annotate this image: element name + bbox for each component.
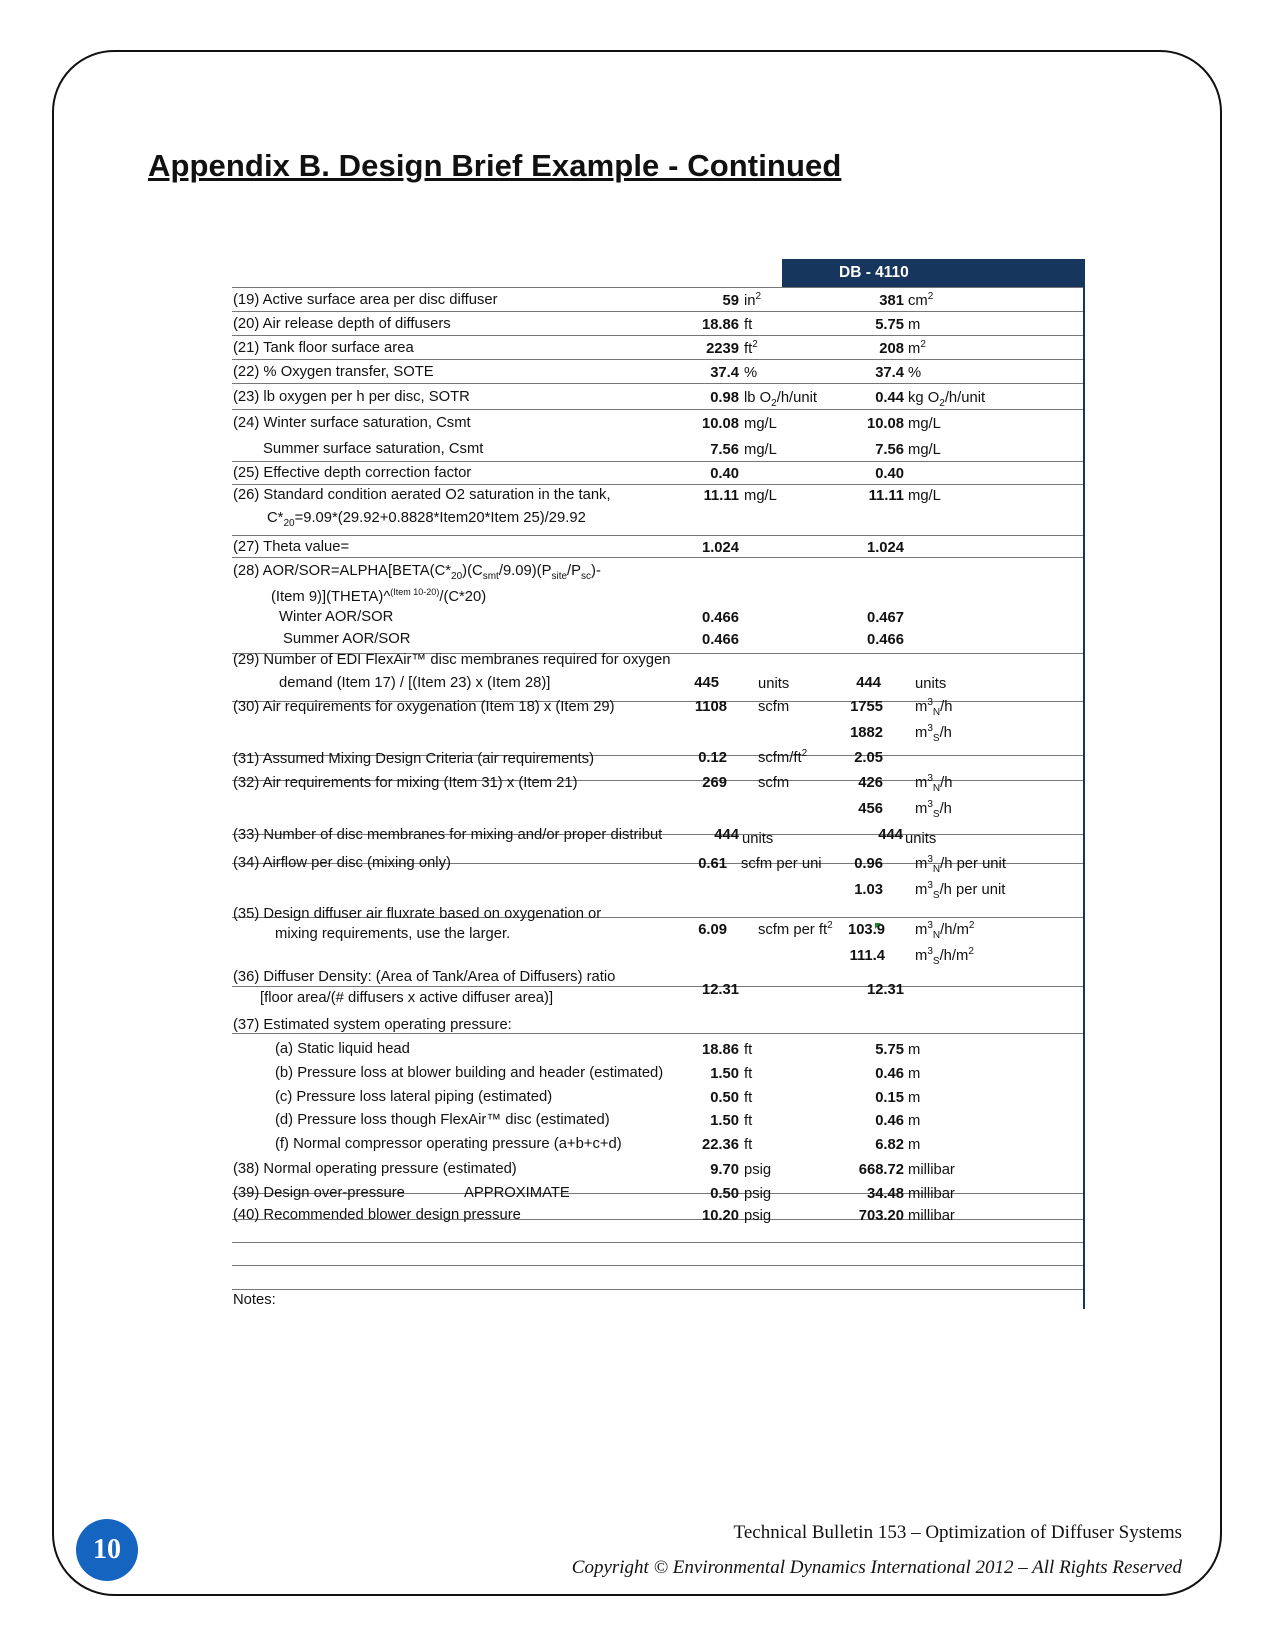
row-35-label: (35) Design diffuser air fluxrate based on oxygenation or [233, 906, 602, 922]
row-40-unit-si: millibar [908, 1208, 955, 1224]
row-21-unit-us: $ft^2$ [744, 339, 758, 357]
row-22-value-us: 37.4 [710, 365, 739, 381]
row-28-summer-si: 0.466 [866, 632, 904, 648]
row-26-value-si: 11.11 [868, 488, 904, 504]
row-32-value-si-2: 456 [858, 801, 883, 817]
row-29-label: (29) Number of EDI FlexAir™ disc membranes required for oxygen [233, 652, 671, 668]
row-27-value-us: 1.024 [701, 540, 739, 556]
row-37f-value-si: 6.82 [875, 1137, 904, 1153]
row-38-label: (38) Normal operating pressure (estimated) [233, 1161, 517, 1177]
row-37c-unit-si: m [908, 1090, 921, 1106]
row-29-value-us: 445 [694, 675, 719, 691]
row-40-unit-us: psig [744, 1208, 772, 1224]
row-40-label: (40) Recommended blower design pressure [233, 1207, 521, 1223]
row-21-label: (21) Tank floor surface area [233, 340, 414, 356]
row-divider [232, 557, 1083, 558]
row-19-unit-us: $in^2$ [744, 291, 762, 309]
row-19-unit-si: $cm^2$ [908, 291, 934, 309]
cell-comment-marker [875, 923, 881, 929]
row-37a-unit-us: ft [744, 1042, 753, 1058]
row-29-unit-si: units [915, 676, 947, 692]
page-title: Appendix B. Design Brief Example - Continued [148, 148, 842, 183]
row-37d-unit-si: m [908, 1113, 921, 1129]
row-32-unit-si: $m^3_N/h$ [915, 773, 953, 794]
row-23-value-us: 0.98 [710, 390, 739, 406]
row-21-value-us: 2239 [706, 341, 739, 357]
row-37a-unit-si: m [908, 1042, 921, 1058]
row-37f-unit-us: ft [744, 1137, 753, 1153]
row-divider [232, 311, 1083, 312]
row-35-value-si: 103.9 [847, 922, 885, 938]
row-36-value-si: 12.31 [866, 982, 904, 998]
row-33-label: (33) Number of disc membranes for mixing and/or proper distribut [233, 827, 663, 843]
row-39-unit-si: millibar [908, 1186, 955, 1202]
row-30-unit-us: scfm [758, 699, 790, 715]
row-32-unit-us: scfm [758, 775, 790, 791]
row-31-value-si: 2.05 [854, 750, 883, 766]
row-30-value-us: 1108 [694, 699, 727, 715]
row-30-value-si: 1755 [850, 699, 883, 715]
row-24b-unit-us: mg/L [744, 442, 777, 458]
row-37a-label: (a) Static liquid head [275, 1041, 410, 1057]
row-32-value-si: 426 [858, 775, 883, 791]
row-33-unit-us: units [742, 831, 774, 847]
row-divider [232, 383, 1083, 384]
row-20-label: (20) Air release depth of diffusers [233, 316, 451, 332]
row-37a-value-si: 5.75 [875, 1042, 904, 1058]
row-20-value-si: 5.75 [875, 317, 904, 333]
row-23-unit-si: kg $O_2/h$/unit [908, 390, 986, 409]
row-39-value-si: 34.48 [866, 1186, 904, 1202]
row-37b-value-us: 1.50 [710, 1066, 739, 1082]
row-36-label-2: [floor area/(# diffusers x active diffuser area)] [260, 990, 554, 1006]
row-divider [232, 335, 1083, 336]
row-28-formula-line2: (Item 9)](THETA)^$^{(Item 10-20)}$/(C*20) [271, 587, 487, 605]
row-32-unit-si-2: $m^3_S/h$ [915, 799, 952, 820]
row-29-unit-us: units [758, 676, 790, 692]
row-28-summer-us: 0.466 [701, 632, 739, 648]
row-35-unit-si-2: $m^3_S/h/m^2$ [915, 946, 974, 967]
row-divider [232, 409, 1083, 410]
row-divider [232, 1289, 1083, 1290]
row-28-winter-label: Winter AOR/SOR [279, 609, 394, 625]
row-22-unit-us: % [744, 365, 758, 381]
row-24-value-si: 10.08 [866, 416, 904, 432]
notes-label: Notes: [233, 1292, 276, 1308]
row-31-unit-us: scfm/$ft^2$ [758, 748, 808, 766]
row-24-label: (24) Winter surface saturation, Csmt [233, 415, 471, 431]
row-25-label: (25) Effective depth correction factor [233, 465, 472, 481]
row-26-unit-us: mg/L [744, 488, 777, 504]
row-38-value-si: 668.72 [858, 1162, 904, 1178]
row-24-unit-si: mg/L [908, 416, 941, 432]
row-37c-value-us: 0.50 [710, 1090, 739, 1106]
row-24b-unit-si: mg/L [908, 442, 941, 458]
row-24b-label: Summer surface saturation, Csmt [263, 441, 484, 457]
row-34-unit-us: scfm per uni [741, 856, 822, 872]
row-divider [232, 986, 1083, 987]
row-23-label: (23) lb oxygen per h per disc, SOTR [233, 389, 470, 405]
row-40-value-si: 703.20 [858, 1208, 904, 1224]
row-divider [232, 535, 1083, 536]
row-30-label: (30) Air requirements for oxygenation (Item 18) x (Item 29) [233, 699, 615, 715]
row-22-value-si: 37.4 [875, 365, 904, 381]
row-22-label: (22) % Oxygen transfer, SOTE [233, 364, 434, 380]
row-30-value-si-2: 1882 [850, 725, 883, 741]
row-37d-unit-us: ft [744, 1113, 753, 1129]
row-35-value-us: 6.09 [698, 922, 727, 938]
row-23-unit-us: lb $O_2/h$/unit [744, 390, 818, 409]
row-24b-value-us: 7.56 [710, 442, 739, 458]
row-35-label-2: mixing requirements, use the larger. [275, 926, 511, 942]
row-37-label: (37) Estimated system operating pressure: [233, 1017, 512, 1033]
row-30-unit-si: $m^3_N/h$ [915, 697, 953, 718]
row-26-unit-si: mg/L [908, 488, 941, 504]
row-divider [232, 287, 1083, 288]
row-31-value-us: 0.12 [698, 750, 727, 766]
row-39-note: APPROXIMATE [464, 1185, 570, 1201]
row-37b-label: (b) Pressure loss at blower building and header (estimated) [275, 1065, 664, 1081]
row-33-unit-si: units [905, 831, 937, 847]
row-divider [232, 1242, 1083, 1243]
row-35-unit-si: $m^3_N/h/m^2$ [915, 920, 975, 941]
row-27-value-si: 1.024 [866, 540, 904, 556]
row-24b-value-si: 7.56 [875, 442, 904, 458]
row-divider [232, 359, 1083, 360]
row-37f-unit-si: m [908, 1137, 921, 1153]
row-35-value-si-2: 111.4 [849, 948, 885, 964]
row-34-label: (34) Airflow per disc (mixing only) [233, 855, 451, 871]
row-24-unit-us: mg/L [744, 416, 777, 432]
row-33-value-us: 444 [714, 827, 739, 843]
row-37f-label: (f) Normal compressor operating pressure (a+b+c+d) [275, 1136, 622, 1152]
row-29-label-2: demand (Item 17) / [(Item 23) x (Item 28)] [279, 675, 551, 691]
row-37d-value-us: 1.50 [710, 1113, 739, 1129]
row-37c-label: (c) Pressure loss lateral piping (estimated) [275, 1089, 553, 1105]
row-21-value-si: 208 [879, 341, 904, 357]
row-37d-label: (d) Pressure loss though FlexAir™ disc (estimated) [275, 1112, 610, 1128]
row-37c-value-si: 0.15 [875, 1090, 904, 1106]
table-right-border [1083, 287, 1085, 1309]
row-24-value-us: 10.08 [701, 416, 739, 432]
footer-bulletin: Technical Bulletin 153 – Optimization of Diffuser Systems [733, 1522, 1182, 1543]
row-28-summer-label: Summer AOR/SOR [283, 631, 411, 647]
row-26-value-us: 11.11 [703, 488, 739, 504]
row-34-value-si: 0.96 [854, 856, 883, 872]
row-25-value-si: 0.40 [875, 466, 904, 482]
row-37b-value-si: 0.46 [875, 1066, 904, 1082]
row-37f-value-us: 22.36 [701, 1137, 739, 1153]
header-label: DB - 4110 [839, 264, 909, 281]
row-34-unit-si: $m^3_N/h$ per unit [915, 854, 1006, 875]
row-28-formula-line1: (28) AOR/$SOR=ALPHA[BETA(C*_{20})(C_{smt}/9.09)(P_{site}/P_{sc})-$ [233, 563, 601, 582]
row-29-value-si: 444 [856, 675, 881, 691]
row-32-label: (32) Air requirements for mixing (Item 31) x (Item 21) [233, 775, 578, 791]
row-34-unit-si-2: $m^3_S/h$ per unit [915, 880, 1006, 901]
row-37a-value-us: 18.86 [701, 1042, 739, 1058]
row-28-winter-si: 0.467 [866, 610, 904, 626]
row-39-value-us: 0.50 [710, 1186, 739, 1202]
row-26-formula: $C*_{20}=9.09*(29.92+0.8828*Item20*Item$ 25)/29.92 [267, 510, 586, 529]
footer-copyright: Copyright © Environmental Dynamics International 2012 – All Rights Reserved [571, 1557, 1182, 1578]
row-38-value-us: 9.70 [710, 1162, 739, 1178]
row-divider [232, 484, 1083, 485]
design-brief-table [232, 259, 1085, 1309]
row-20-value-us: 18.86 [701, 317, 739, 333]
row-26-label: (26) Standard condition aerated O2 saturation in the tank, [233, 487, 611, 503]
row-32-value-us: 269 [702, 775, 727, 791]
row-36-value-us: 12.31 [701, 982, 739, 998]
row-20-unit-si: m [908, 317, 921, 333]
row-36-label: (36) Diffuser Density: (Area of Tank/Area of Diffusers) ratio [233, 969, 616, 985]
row-19-value-si: 381 [879, 293, 904, 309]
row-39-unit-us: psig [744, 1186, 772, 1202]
row-23-value-si: 0.44 [875, 390, 904, 406]
row-34-value-si-2: 1.03 [854, 882, 883, 898]
row-37b-unit-us: ft [744, 1066, 753, 1082]
page-number-badge: 10 [76, 1519, 138, 1581]
row-21-unit-si: $m^2$ [908, 339, 926, 357]
row-19-label: (19) Active surface area per disc diffuser [233, 292, 498, 308]
row-divider [232, 461, 1083, 462]
row-divider [232, 1265, 1083, 1266]
row-22-unit-si: % [908, 365, 922, 381]
row-25-value-us: 0.40 [710, 466, 739, 482]
row-19-value-us: 59 [722, 293, 739, 309]
row-28-winter-us: 0.466 [701, 610, 739, 626]
row-39-label: (39) Design over-pressure [233, 1185, 405, 1201]
row-30-unit-si-2: $m^3_S/h$ [915, 723, 952, 744]
row-20-unit-us: ft [744, 317, 753, 333]
row-38-unit-si: millibar [908, 1162, 955, 1178]
row-38-unit-us: psig [744, 1162, 772, 1178]
row-35-unit-us: scfm per $ft^2$ [758, 920, 833, 938]
row-31-label: (31) Assumed Mixing Design Criteria (air requirements) [233, 751, 594, 767]
row-37c-unit-us: ft [744, 1090, 753, 1106]
column-header [782, 259, 1085, 287]
row-27-label: (27) Theta value= [233, 539, 350, 555]
row-34-value-us: 0.61 [698, 856, 727, 872]
row-33-value-si: 444 [878, 827, 903, 843]
row-37b-unit-si: m [908, 1066, 921, 1082]
row-37d-value-si: 0.46 [875, 1113, 904, 1129]
row-40-value-us: 10.20 [701, 1208, 739, 1224]
